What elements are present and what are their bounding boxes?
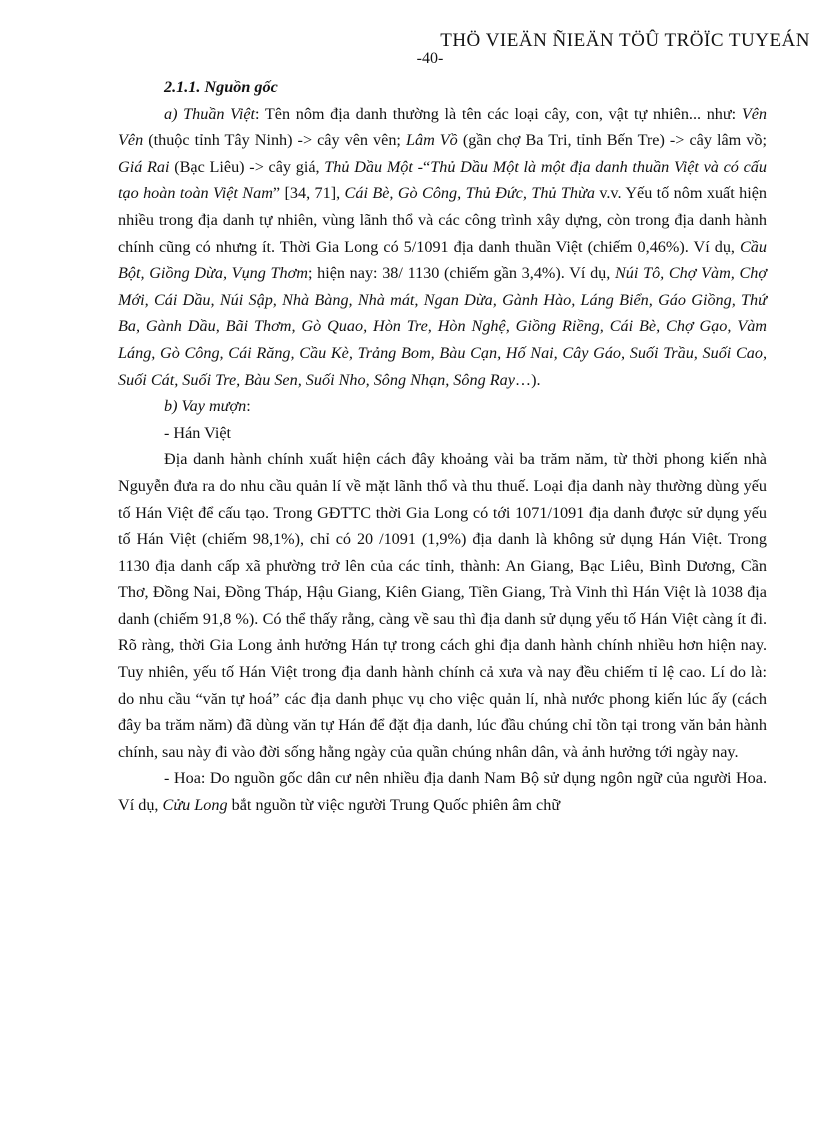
section-heading: 2.1.1. Nguồn gốc [164,78,278,96]
paragraph-thuan-viet: a) Thuần Việt: Tên nôm địa danh thường là tên các loại cây, con, vật tự nhiên... như: Vên Vên (thuộc tỉnh Tây Ninh) -> cây vên vên; Lâm Vồ (gần chợ Ba Tri, tỉnh Bến Tre) -> cây lâm vồ; Giá Rai (Bạc Liêu) -> cây giá, Thủ Dầu Một -“Thủ Dầu Một là một địa danh thuần Việt và có cấu tạo hoàn toàn Việt Nam” [34, 71], Cái Bè, Gò Công, Thủ Đức, Thủ Thừa v.v. Yếu tố nôm xuất hiện nhiều trong địa danh tự nhiên, vùng lãnh thổ và các công trình xây dựng, còn trong địa danh hành chính cũng có nhưng ít. Thời Gia Long có 5/1091 địa danh thuần Việt (chiếm 0,46%). Ví dụ, Cầu Bột, Giồng Dừa, Vụng Thơm; hiện nay: 38/ 1130 (chiếm gần 3,4%). Ví dụ, Núi Tô, Chợ Vàm, Chợ Mới, Cái Dầu, Núi Sập, Nhà Bàng, Nhà mát, Ngan Dừa, Gành Hào, Láng Biển, Gáo Giồng, Thứ Ba, Gành Dầu, Bãi Thơm, Gò Quao, Hòn Tre, Hòn Nghệ, Giồng Riềng, Cái Bè, Chợ Gạo, Vàm Láng, Gò Công, Cái Răng, Cầu Kè, Trảng Bom, Bàu Cạn, Hố Nai, Cây Gáo, Suối Trầu, Suối Cao, Suối Cát, Suối Tre, Bàu Sen, Suối Nho, Sông Nhạn, Sông Ray…). [118,104,768,389]
subsection-label: b) Vay mượn [164,397,247,416]
item-han-viet-title: - Hán Việt [164,423,232,442]
page-number: -40- [416,50,444,67]
paragraph-han-viet: Địa danh hành chính xuất hiện cách đây khoảng vài ba trăm năm, từ thời phong kiến nhà Nguyễn đưa ra do nhu cầu quản lí về mặt lãnh thổ và thu thuế. Loại địa danh này thường dùng yếu tố Hán Việt để cấu tạo. Trong GĐTTC thời Gia Long có tới 1071/1091 địa danh được sử dụng yếu tố Hán Việt (chiếm 98,1%), chỉ có 20 /1091 (1,9%) địa danh là không sử dụng Hán Việt. Trong 1130 địa danh cấp xã phường trở lên của các tỉnh, thành: An Giang, Bạc Liêu, Bình Dương, Cần Thơ, Đồng Nai, Đồng Tháp, Hậu Giang, Kiên Giang, Tiền Giang, Trà Vinh thì Hán Việt là 1038 địa danh (chiếm 91,8 %). Có thể thấy rằng, càng về sau thì địa danh sử dụng yếu tố Hán Việt càng ít đi. Rõ ràng, thời Gia Long ảnh hưởng Hán tự trong cách ghi địa danh hành chính nhiều hơn hiện nay. Tuy nhiên, yếu tố Hán Việt trong địa danh hành chính cả xưa và nay đều chiếm tỉ lệ cao. Lí do là: do nhu cầu “văn tự hoá” các địa danh phục vụ cho việc quản lí, nhà nước phong kiến lúc ấy (cách đây ba trăm năm) đã dùng văn tự Hán để đặt địa danh, lúc đầu chúng chỉ tồn tại trong văn bản hành chính, sau này đi vào đời sống hằng ngày của quần chúng nhân dân, và ảnh hưởng tới ngày nay. [118,450,767,761]
document-body [118,74,767,819]
subsection-label: a) Thuần Việt [164,104,256,123]
paragraph-hoa: - Hoa: Do nguồn gốc dân cư nên nhiều địa danh Nam Bộ sử dụng ngôn ngữ của người Hoa. Ví dụ, Cửu Long bắt nguồn từ việc người Trung Quốc phiên âm chữ [118,769,767,815]
quotation: Thủ Dầu Một là một địa danh thuần Việt và có cấu tạo hoàn toàn Việt Nam [118,157,767,203]
place-name-list: Núi Tô, Chợ Vàm, Chợ Mới, Cái Dầu, Núi Sập, Nhà Bàng, Nhà mát, Ngan Dừa, Gành Hào, Láng Biển, Gáo Giồng, Thứ Ba, Gành Dầu, Bãi Thơm, Gò Quao, Hòn Tre, Hòn Nghệ, Giồng Riềng, Cái Bè, Chợ Gạo, Vàm Láng, Gò Công, Cái Răng, Cầu Kè, Trảng Bom, Bàu Cạn, Hố Nai, Cây Gáo, Suối Trầu, Suối Cao, Suối Cát, Suối Tre, Bàu Sen, Suối Nho, Sông Nhạn, Sông Ray [118,264,768,389]
running-header: THÖ VIEÄN ÑIEÄN TÖÛ TRÖÏC TUYEÁN [440,30,810,51]
paragraph-vay-muon: b) Vay mượn: [164,397,251,416]
